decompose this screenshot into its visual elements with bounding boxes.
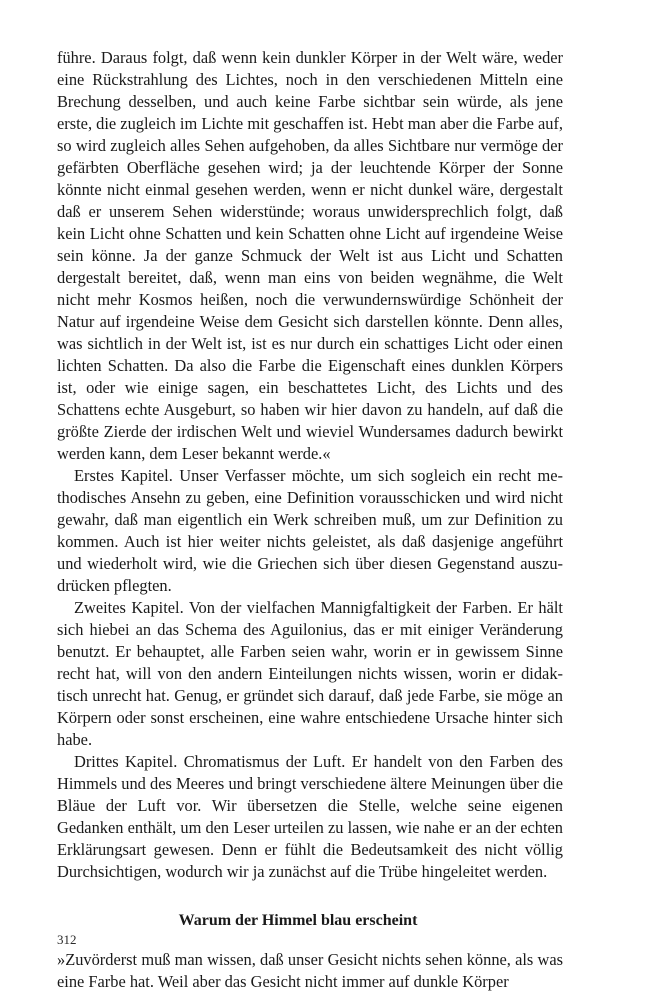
paragraph-section-start: »Zuvörderst muß man wissen, daß unser Gesicht nichts sehen könne, als was eine Farbe hat. Weil aber das Gesicht nicht immer auf dunkle Körper <box>57 950 563 991</box>
main-text <box>57 47 563 883</box>
paragraph-erstes-kapitel: Erstes Kapitel. Unser Verfasser möchte, um sich sogleich ein recht methodisches Ansehn zu geben, eine Definition vorausschicken und wird nicht gewahr, daß man eigentlich ein Werk schreiben muß, um zur Definition zu kommen. Auch ist hier weiter nichts geleistet, als daß dasjenige angeführt und wiederholt wird, wie die Griechen sich über diesen Gegenstand auszudrücken pflegten. <box>57 466 563 595</box>
paragraph-continuation: führe. Daraus folgt, daß wenn kein dunkler Körper in der Welt wäre, weder eine Rückstrahlung des Lichtes, noch in den verschiedenen Mitteln eine Brechung desselben, und auch keine Farbe sichtbar sein würde, als jene erste, die zugleich im Lichte mit geschaffen ist. Hebt man aber die Farbe auf, so wird zugleich alles Sehen aufgehoben, da alles Sichtbare nur vermöge der gefärbten Oberfläche gesehen wird; ja der leuchtende Körper der Sonne könnte nicht einmal gesehen werden, wenn er nicht dunkel wäre, dergestalt daß er unserem Sehen widerstünde; woraus unwidersprechlich folgt, daß kein Licht ohne Schatten und kein Schatten ohne Licht auf irgendeine Weise sein könne. Ja der ganze Schmuck der Welt ist aus Licht und Schatten dergestalt bereitet, daß, wenn man eins von beiden wegnähme, die Welt nicht mehr Kosmos heißen, noch die verwundernswürdige Schönheit der Natur auf irgendeine Weise dem Gesicht sich darstellen könnte. Denn alles, was sichtlich in der Welt ist, ist es nur durch ein schattiges Licht oder einen lichten Schatten. Da also die Farbe die Eigenschaft eines dunklen Körpers ist, oder wie einige sagen, ein beschattetes Licht, des Lichts und des Schattens echte Ausgeburt, so haben wir hier davon zu handeln, auf daß die größte Zierde der irdischen Welt und wieviel Wundersames dadurch bewirkt werden kann, dem Leser bekannt werde.« <box>57 48 563 463</box>
section-text <box>57 949 563 993</box>
paragraph-zweites-kapitel: Zweites Kapitel. Von der vielfachen Mannigfaltigkeit der Farben. Er hält sich hiebei an das Schema des Aguilonius, das er mit einiger Veränderung benutzt. Er behauptet, alle Farben seien wahr, worin er in gewissem Sinne recht hat, will von den andern Einteilungen nichts wissen, worin er didaktisch unrecht hat. Genug, er gründet sich darauf, daß jede Farbe, sie möge an Körpern oder sonst erscheinen, eine wahre entschiedene Ursache hinter sich habe. <box>57 598 563 749</box>
section-heading: Warum der Himmel blau erscheint <box>178 912 418 929</box>
page-number: 312 <box>57 932 77 947</box>
paragraph-drittes-kapitel: Drittes Kapitel. Chromatismus der Luft. Er handelt von den Farben des Himmels und des Meeres und bringt verschiedene ältere Meinungen über die Bläue der Luft vor. Wir übersetzen die Stelle, welche seine eigenen Gedanken enthält, um den Leser urteilen zu lassen, wie nahe er an der echten Erklärungsart gewesen. Denn er fühlt die Bedeutsamkeit des nicht völlig Durchsichtigen, wodurch wir ja zunächst auf die Trübe hingeleitet werden. <box>57 752 563 881</box>
page-text-block <box>57 47 563 993</box>
